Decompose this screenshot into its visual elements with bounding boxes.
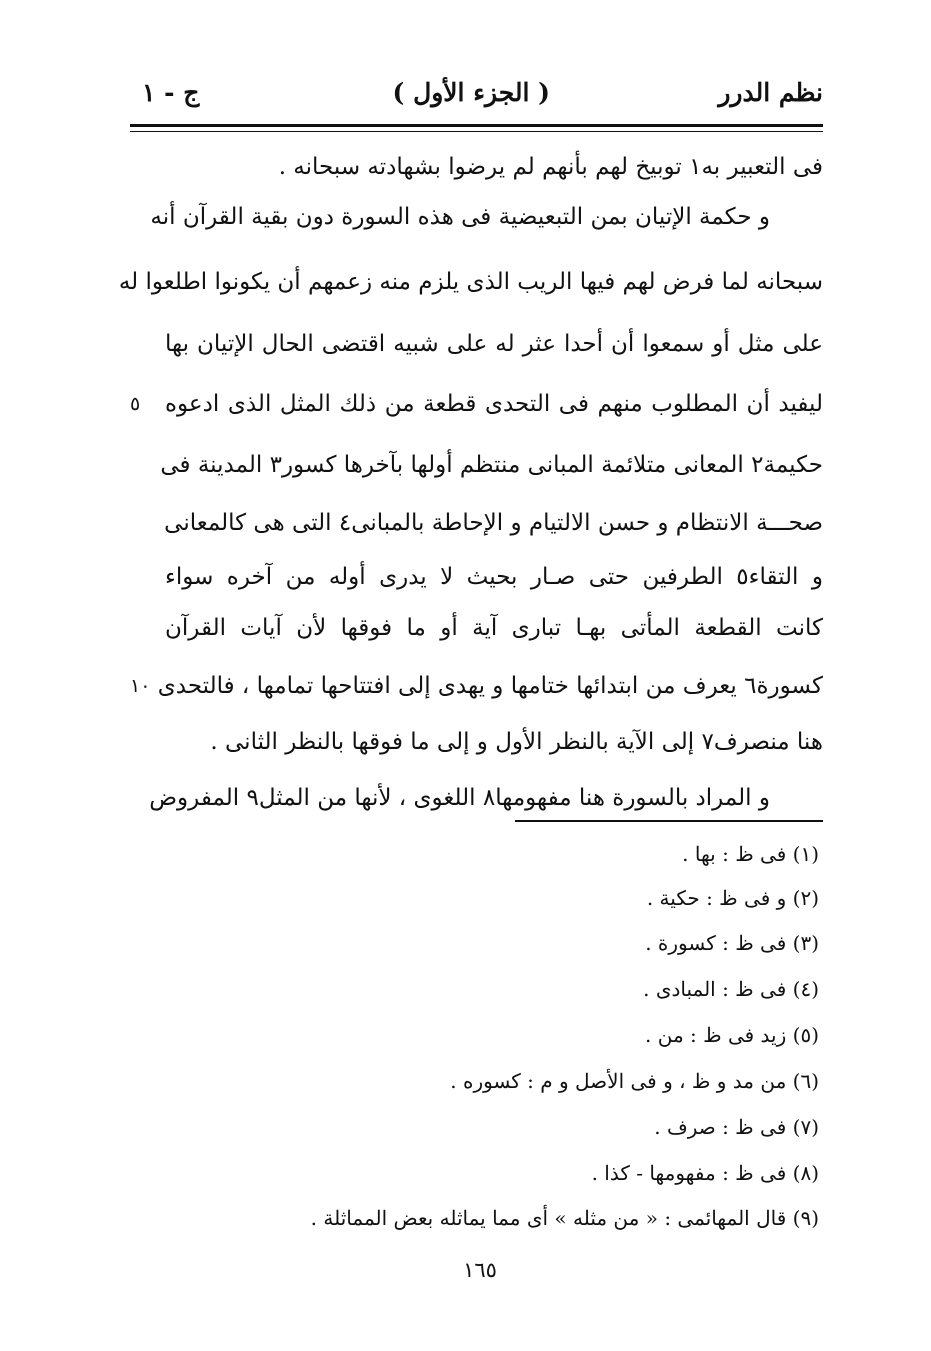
footnote: (٩) قال المهائمى : « من مثله » أى مما يماثله بعض المماثلة .: [310, 1206, 819, 1230]
body-line: حكيمة٢ المعانى متلائمة المبانى منتظم أولها بآخرها كسور٣ المدينة فى: [160, 452, 823, 478]
body-line: هنا منصرف٧ إلى الآية بالنظر الأول و إلى ما فوقها بالنظر الثانى .: [210, 729, 823, 755]
body-line: سبحانه لما فرض لهم فيها الريب الذى يلزم منه زعمهم أن يكونوا اطلعوا له: [118, 269, 823, 295]
footnote: (٨) فى ظ : مفهومها - كذا .: [591, 1161, 819, 1185]
body-line: فى التعبير به١ توبيخ لهم بأنهم لم يرضوا بشهادته سبحانه .: [278, 154, 823, 180]
footnote: (١) فى ظ : بها .: [682, 842, 819, 866]
body-line: ليفيد أن المطلوب منهم فى التحدى قطعة من ذلك المثل الذى ادعوه: [165, 391, 823, 417]
body-line: و التقاء٥ الطرفين حتى صـار بحيث لا يدرى أوله من آخره سواء: [165, 564, 823, 590]
line-number-5: ٥: [130, 393, 141, 415]
book-title: نظم الدرر: [718, 78, 823, 107]
footnote: (٤) فى ظ : المبادى .: [643, 977, 819, 1001]
footnote: (٥) زيد فى ظ : من .: [645, 1023, 819, 1047]
volume-label: ج - ١: [142, 78, 200, 107]
footnote: (٢) و فى ظ : حكية .: [646, 886, 819, 910]
footnote: (٧) فى ظ : صرف .: [654, 1115, 819, 1139]
header-rule-thin: [130, 131, 823, 132]
body-line: كسورة٦ يعرف من ابتدائها ختامها و يهدى إلى افتتاحها تمامها ، فالتحدى: [157, 673, 823, 699]
header-rule-thick: [130, 124, 823, 127]
body-line: كانت القطعة المأتى بهـا تبارى آية أو ما فوقها لأن آيات القرآن: [165, 615, 823, 641]
running-header: [130, 78, 823, 118]
line-number-10: ١٠: [130, 675, 151, 697]
footnote: (٦) من مد و ظ ، و فى الأصل و م : كسوره .: [450, 1069, 819, 1093]
body-line: و المراد بالسورة هنا مفهومها٨ اللغوى ، لأنها من المثل٩ المفروض: [149, 785, 770, 811]
part-label: ( الجزء الأول ): [392, 78, 550, 107]
body-line: صحـــة الانتظام و حسن الالتيام و الإحاطة بالمبانى٤ التى هى كالمعانى: [164, 510, 823, 536]
footnote-separator: [515, 820, 823, 822]
body-line: و حكمة الإتيان بمن التبعيضية فى هذه السورة دون بقية القرآن أنه: [150, 204, 770, 230]
page-number: ١٦٥: [463, 1258, 497, 1282]
footnote: (٣) فى ظ : كسورة .: [645, 931, 819, 955]
body-line: على مثل أو سمعوا أن أحدا عثر له على شبيه اقتضى الحال الإتيان بها: [165, 331, 823, 357]
